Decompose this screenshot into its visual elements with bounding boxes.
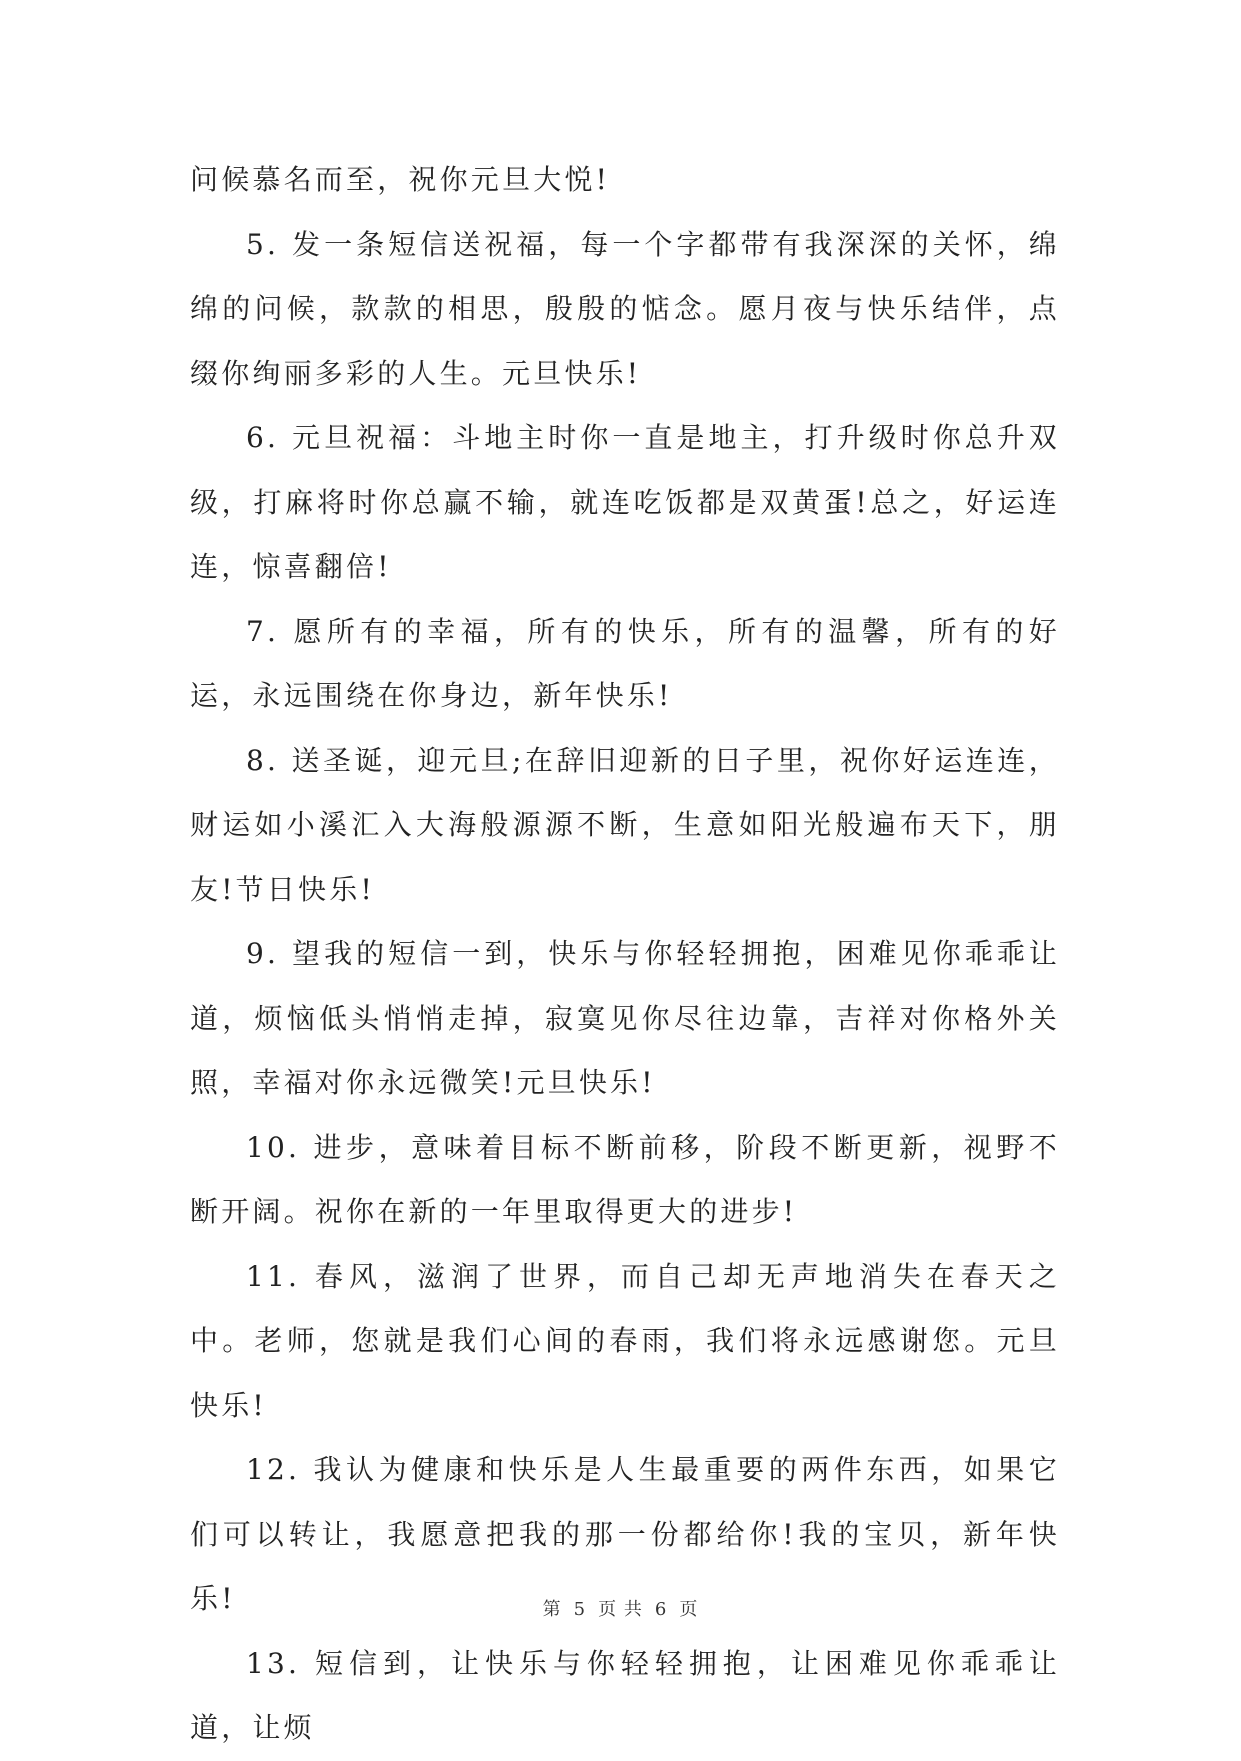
document-body xyxy=(190,148,1060,1761)
page-label-mid: 页 共 xyxy=(598,1599,643,1620)
page-label-suffix: 页 xyxy=(679,1599,699,1620)
paragraph-item-7: 7. 愿所有的幸福，所有的快乐，所有的温馨，所有的好运，永远围绕在你身边，新年快乐! xyxy=(190,614,1060,712)
paragraph-item-6: 6. 元旦祝福：斗地主时你一直是地主，打升级时你总升双级，打麻将时你总赢不输，就连吃饭都是双黄蛋!总之，好运连连，惊喜翻倍! xyxy=(190,421,1060,583)
paragraph-item-12: 12. 我认为健康和快乐是人生最重要的两件东西，如果它们可以转让，我愿意把我的那一份都给你!我的宝贝，新年快乐! xyxy=(190,1453,1060,1615)
total-pages-number: 6 xyxy=(654,1599,668,1620)
paragraph-item-11: 11. 春风，滋润了世界，而自己却无声地消失在春天之中。老师，您就是我们心间的春雨，我们将永远感谢您。元旦快乐! xyxy=(190,1259,1060,1422)
paragraph-item-13: 13. 短信到，让快乐与你轻轻拥抱，让困难见你乖乖让道，让烦 xyxy=(190,1646,1060,1744)
page-footer xyxy=(0,1595,1241,1621)
paragraph-continued: 问候慕名而至，祝你元旦大悦! xyxy=(190,163,611,196)
paragraph-item-5: 5. 发一条短信送祝福，每一个字都带有我深深的关怀，绵绵的问候，款款的相思，殷殷的惦念。愿月夜与快乐结伴，点缀你绚丽多彩的人生。元旦快乐! xyxy=(190,227,1060,390)
page-label-prefix: 第 xyxy=(542,1599,562,1620)
paragraph-item-10: 10. 进步，意味着目标不断前移，阶段不断更新，视野不断开阔。祝你在新的一年里取得更大的进步! xyxy=(190,1130,1060,1228)
paragraph-item-8: 8. 送圣诞，迎元旦;在辞旧迎新的日子里，祝你好运连连，财运如小溪汇入大海般源源不断，生意如阳光般遍布天下，朋友!节日快乐! xyxy=(190,743,1060,906)
current-page-number: 5 xyxy=(573,1599,587,1620)
paragraph-item-9: 9. 望我的短信一到，快乐与你轻轻拥抱，困难见你乖乖让道，烦恼低头悄悄走掉，寂寞见你尽往边靠，吉祥对你格外关照，幸福对你永远微笑!元旦快乐! xyxy=(190,937,1060,1099)
